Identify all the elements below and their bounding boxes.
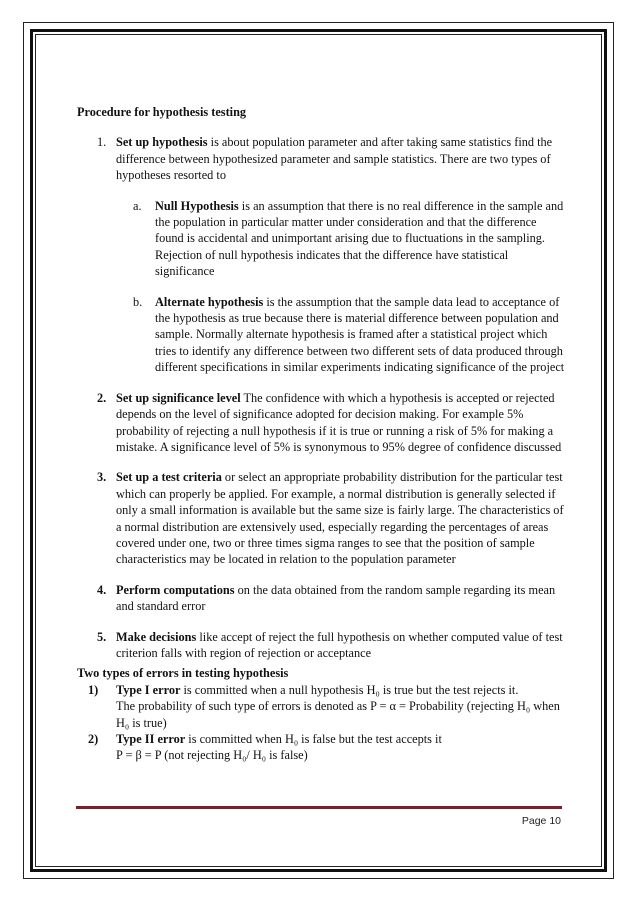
error-type-1 [77,682,567,731]
step-text: on the data obtained from the random sample regarding its mean and standard error [116,582,556,614]
step-number: 2. [97,390,107,405]
step-number: 3. [97,470,107,485]
error-line1: is committed when H₀ is false but the test accepts it [185,732,442,746]
hypothesis-letter: a. [133,198,142,213]
hypotheses-list [77,198,567,376]
step-text: is about population parameter and after taking same statistics find the difference between hypothesized parameter and sample statistics. There are two types of hypotheses resorted to [116,135,553,183]
hypothesis-title: Alternate hypothesis [155,294,264,309]
error-title: Type II error [116,732,186,746]
page-number: Page 10 [521,815,561,827]
step-title: Make decisions [116,629,197,644]
hypothesis-text: is an assumption that there is no real difference in the sample and the population in particular matter under consideration and that the difference found is accidental and unimportant arising due to fluctuations in the sampling. Rejection of null hypothesis indicates that the difference have statistical significance [155,198,564,279]
error-line1: is committed when a null hypothesis H₀ is true but the test rejects it. [180,682,519,697]
error-title: Type I error [116,682,181,697]
error-line2: P = β = P (not rejecting H₀/ H₀ is false) [116,748,308,763]
step-number: 5. [97,629,107,644]
hypothesis-b [77,294,567,376]
step-number: 1. [97,135,107,150]
step-text: The confidence with which a hypothesis is accepted or rejected depends on the level of significance adopted for decision making. For example 5% probability of rejecting a null hypothesis if it is true or running a risk of 5% for making a mistake. A significance level of 5% is synonymous to 95% degree of confidence discussed [116,390,562,454]
step-title: Perform computations [116,582,235,597]
error-number: 2) [88,732,99,746]
step-2 [77,390,567,456]
hypothesis-text: is the assumption that the sample data lead to acceptance of the hypothesis as true because there is material difference between population and sample. Normally alternate hypothesis is framed after a statistical project which tries to identify any difference between two different sets of data produced through different specifications in similar experiments indicating significance of the project [155,294,565,375]
step-number: 4. [97,582,107,597]
error-line2: The probability of such type of errors is denoted as P = α = Probability (rejecting H₀ when H₀ is true) [116,699,560,730]
document-body [77,104,567,764]
hypothesis-letter: b. [133,294,143,309]
error-number: 1) [88,682,99,697]
error-type-2 [77,731,567,764]
section-heading: Procedure for hypothesis testing [77,105,247,119]
step-title: Set up hypothesis [116,135,208,150]
step-title: Set up significance level [116,390,241,405]
step-4 [77,582,567,615]
footer-separator [76,806,562,809]
step-title: Set up a test criteria [116,470,222,485]
errors-heading: Two types of errors in testing hypothesis [77,666,289,681]
step-5 [77,629,567,662]
step-3 [77,469,567,567]
hypothesis-title: Null Hypothesis [155,198,239,213]
step-text: or select an appropriate probability distribution for the particular test which can properly be applied. For example, a normal distribution is generally selected if only a small information is available but the same size is fairly large. The characteristics of a normal distribution are extensively used, especially regarding the percentages of areas covered under one, two or three times sigma ranges to see that the position of sample characteristics may be located in relation to the population parameter [116,470,564,567]
step-text: like accept of reject the full hypothesis on whether computed value of test criterion falls with region of rejection or acceptance [116,629,563,660]
step-1 [77,134,567,183]
hypothesis-a [77,198,567,280]
